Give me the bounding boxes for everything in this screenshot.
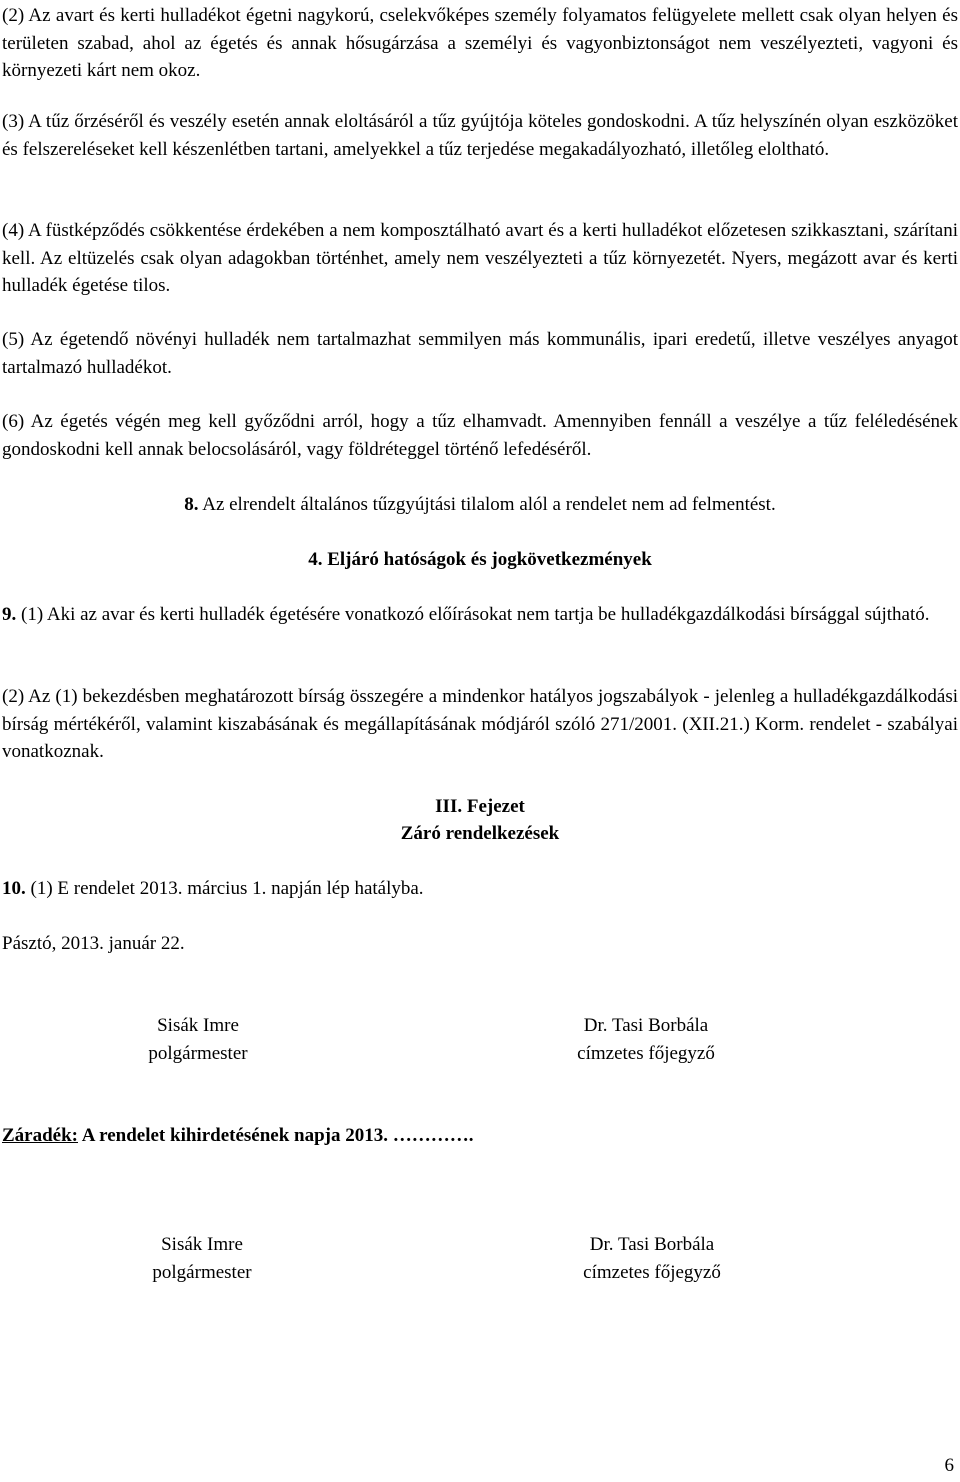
heading-4: 4. Eljáró hatóságok és jogkövetkezmények — [308, 549, 652, 570]
section-9-paragraph-2: (2) Az (1) bekezdésben meghatározott bírság összegére a mindenkor hatályos jogszabályok - jelenleg a hulladékgazdálkodási bírság mértékéről, valamint kiszabásának és megállapításának módjáról szóló 271/2001. (XII.21.) Korm. rendelet - szabályai vonatkoznak. — [2, 686, 958, 762]
paragraph-6: (6) Az égetés végén meg kell győződni arról, hogy a tűz elhamvadt. Amennyiben fennáll a veszélye a tűz feléledésének gondoskodni kell annak belocsolásáról, vagy földréteggel történő lefedéséről. — [2, 411, 958, 460]
signature-notary-title: címzetes főjegyző — [577, 1042, 715, 1064]
clause-text: A rendelet kihirdetésének napja 2013. …………. — [78, 1125, 474, 1146]
signature-mayor-name: Sisák Imre — [157, 1015, 239, 1036]
signature-block-notary — [536, 1012, 756, 1067]
signature-block-mayor-2 — [102, 1231, 302, 1286]
paragraph-5: (5) Az égetendő növényi hulladék nem tartalmazhat semmilyen más kommunális, ipari eredetű, illetve veszélyes anyagot tartalmazó hulladékot. — [2, 329, 958, 378]
signature-notary-name: Dr. Tasi Borbála — [583, 1015, 709, 1036]
signature-notary-title-2: címzetes főjegyző — [583, 1261, 721, 1283]
document-page — [2, 0, 958, 1482]
section-10 — [2, 875, 958, 903]
signature-mayor-title-2: polgármester — [152, 1261, 252, 1283]
chapter-title: III. Fejezet — [435, 796, 525, 817]
clause — [2, 1122, 958, 1150]
signature-mayor-title: polgármester — [148, 1042, 248, 1064]
section-10-text: (1) E rendelet 2013. március 1. napján lép hatályba. — [25, 878, 424, 899]
section-8-number: 8. — [184, 494, 199, 515]
section-9-text: (1) Aki az avar és kerti hulladék égetésére vonatkozó előírásokat nem tartja be hulladékgazdálkodási bírsággal sújtható. — [16, 604, 930, 625]
signature-mayor-name-2: Sisák Imre — [161, 1234, 243, 1255]
paragraph-3: (3) A tűz őrzéséről és veszély esetén annak eloltásáról a tűz gyújtója köteles gondoskodni. A tűz helyszínén olyan eszközöket és felszereléseket kell készenlétben tartani, amelyekkel a tűz terjedése megakadályozható, illetőleg eloltható. — [2, 111, 958, 160]
clause-label: Záradék: — [2, 1125, 78, 1146]
place-date: Pásztó, 2013. január 22. — [2, 933, 185, 954]
section-8 — [2, 491, 958, 519]
paragraph-4: (4) A füstképződés csökkentése érdekében a nem komposztálható avart és a kerti hulladékot előzetesen szikkasztani, szárítani kell. Az eltüzelés csak olyan adagokban történhet, amely nem veszélyezteti a tűz környezetét. Nyers, megázott avar és kerti hulladék égetése tilos. — [2, 220, 958, 296]
section-8-text: Az elrendelt általános tűzgyújtási tilalom alól a rendelet nem ad felmentést. — [198, 494, 776, 515]
section-9 — [2, 601, 958, 629]
section-10-number: 10. — [2, 878, 26, 899]
chapter-subtitle: Záró rendelkezések — [400, 823, 560, 844]
signature-notary-name-2: Dr. Tasi Borbála — [589, 1234, 715, 1255]
section-9-number: 9. — [2, 604, 17, 625]
signature-block-mayor — [98, 1012, 298, 1067]
page-number: 6 — [944, 1455, 954, 1476]
signature-block-notary-2 — [542, 1231, 762, 1286]
paragraph-2: (2) Az avart és kerti hulladékot égetni nagykorú, cselekvőképes személy folyamatos felügyelete mellett csak olyan helyen és területen szabad, ahol az égetés és annak hősugárzása a személyi és vagyonbiztonságot nem veszélyezteti, vagyoni és környezeti kárt nem okoz. — [2, 5, 958, 81]
